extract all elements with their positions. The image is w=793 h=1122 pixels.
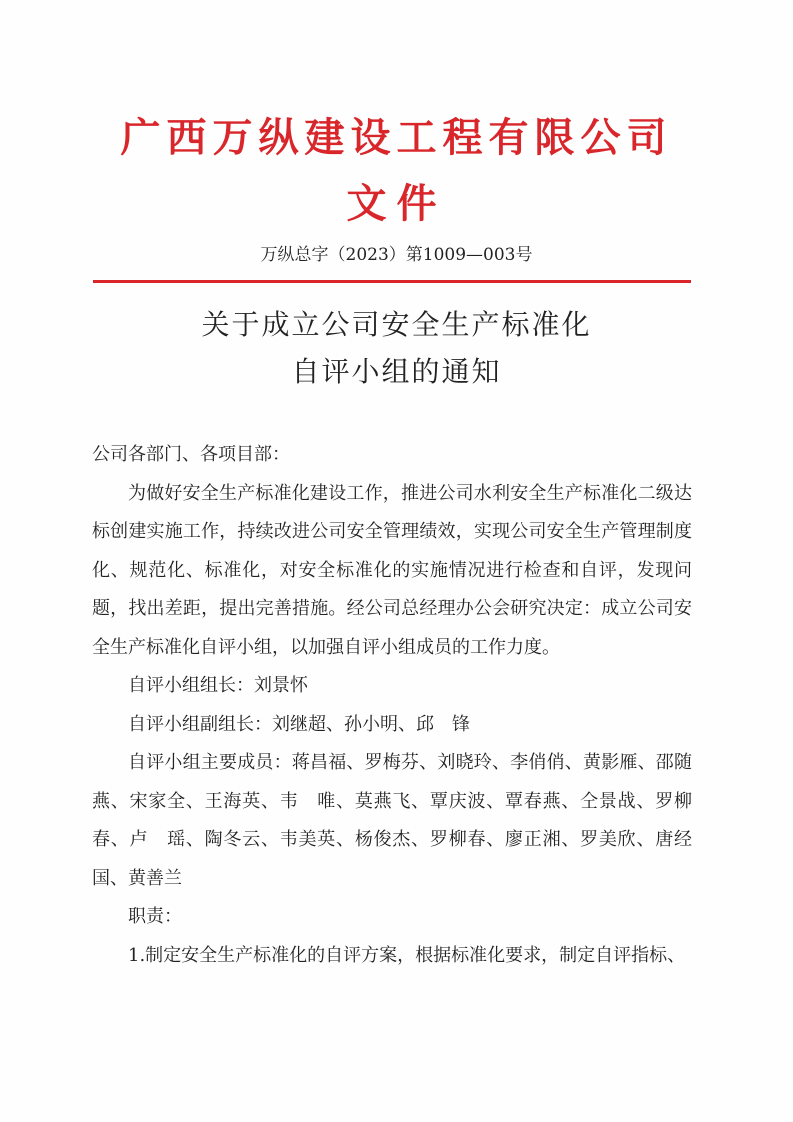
paragraph-purpose: 为做好安全生产标准化建设工作，推进公司水利安全生产标准化二级达标创建实施工作，持续改进公司安全管理绩效，实现公司安全生产管理制度化、规范化、标准化，对安全标准化的实施情况进行检查和自评，发现问题，找出差距，提出完善措施。经公司总经理办公会研究决定：成立公司安全生产标准化自评小组，以加强自评小组成员的工作力度。 [92,482,692,658]
salutation: 公司各部门、各项目部： [92,444,290,465]
subject-line-1: 关于成立公司安全生产标准化 [201,308,592,341]
subject-line-2: 自评小组的通知 [291,355,502,388]
document-number: 万纵总字（2023）第1009—003号 [260,245,533,265]
notice-body [92,436,692,975]
duty-item-1: 1.制定安全生产标准化的自评方案，根据标准化要求，制定自评指标、 [128,944,686,966]
red-header-rule [93,280,691,283]
duties-heading: 职责： [128,906,182,927]
organization-name: 广西万纵建设工程有限公司 [120,115,673,161]
group-members: 自评小组主要成员：蒋昌福、罗梅芬、刘晓玲、李俏俏、黄影雁、邵随燕、宋家全、王海英、韦 唯、莫燕飞、覃庆波、覃春燕、仝景战、罗柳春、卢 瑶、陶冬云、韦美英、杨俊杰、罗柳春、廖正湘、罗美欣、唐经国、黄善兰 [92,752,692,889]
document-word: 文件 [346,181,447,227]
group-deputy-leaders: 自评小组副组长：刘继超、孙小明、邱 锋 [128,713,470,735]
group-leader: 自评小组组长：刘景怀 [128,675,308,696]
